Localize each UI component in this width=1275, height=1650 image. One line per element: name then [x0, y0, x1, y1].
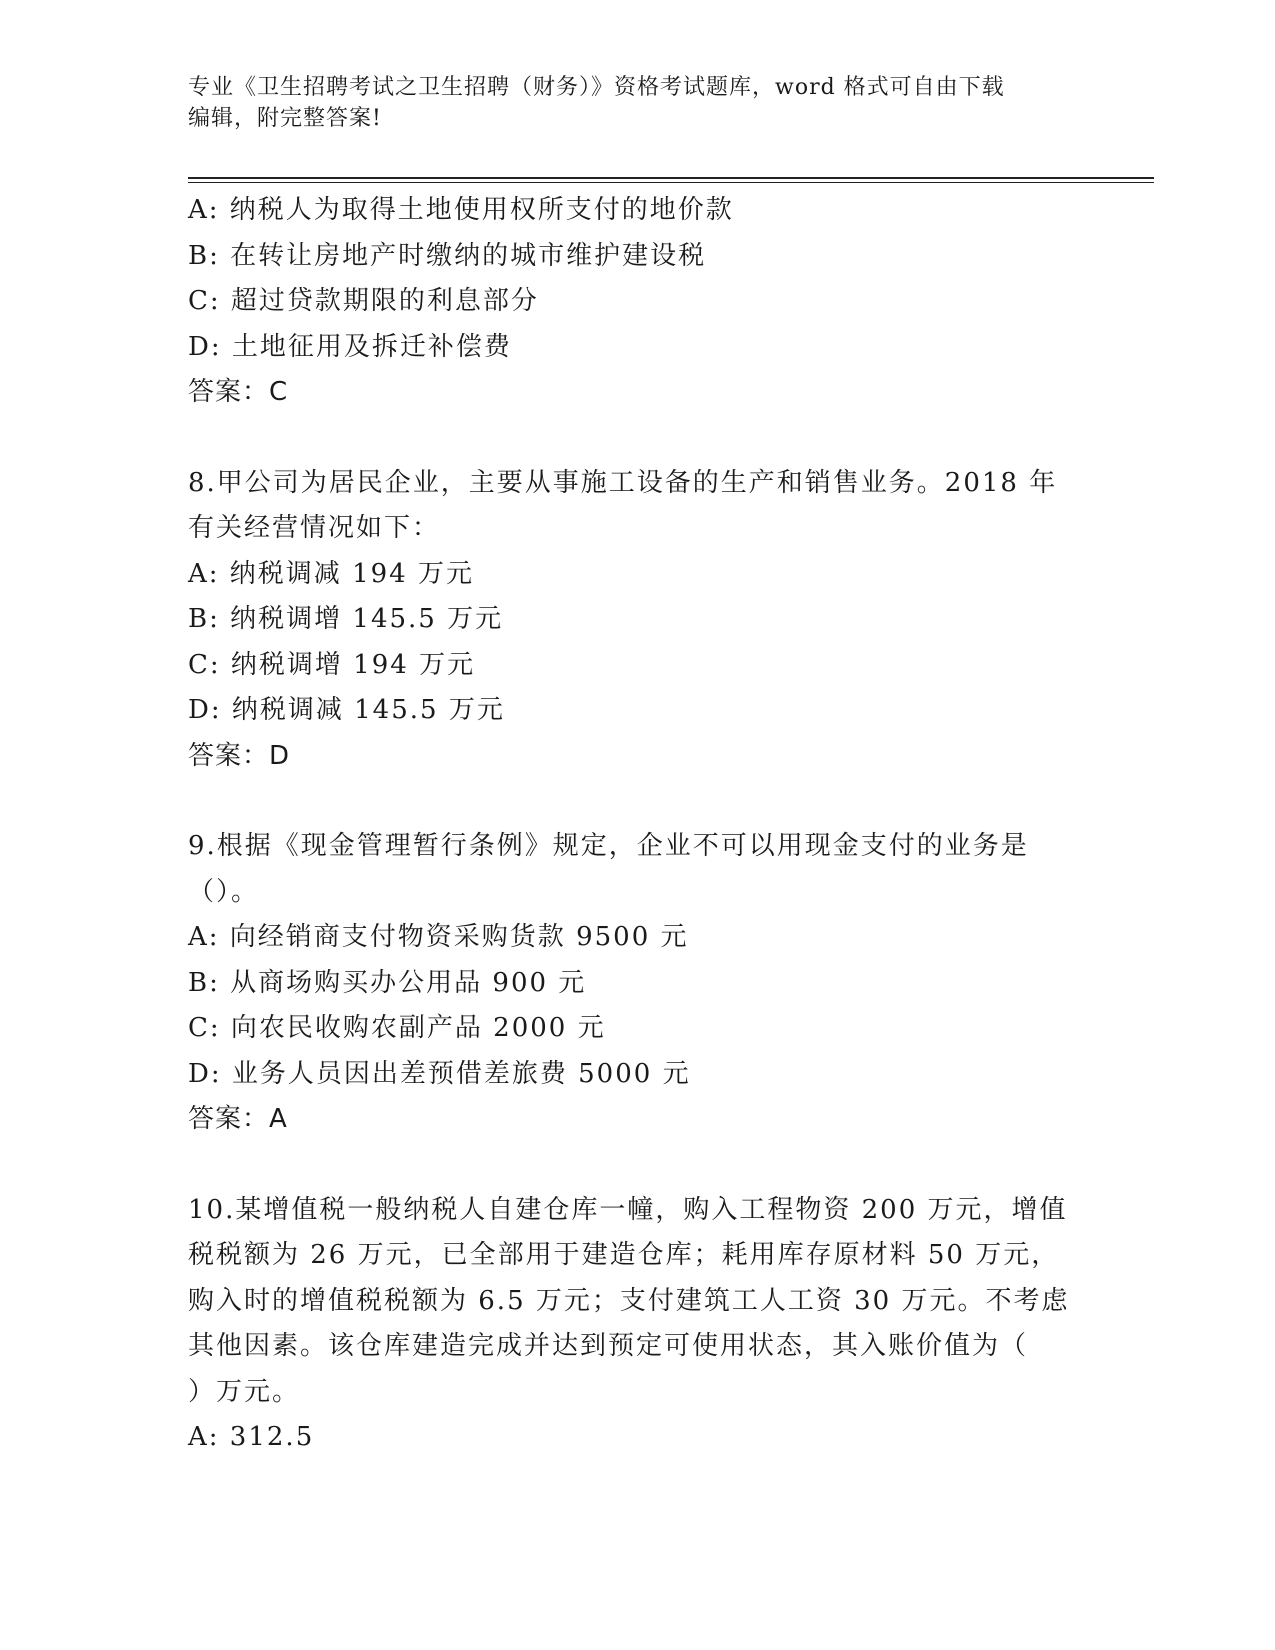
block-gap — [188, 779, 1088, 824]
question-text-line: （）。 — [188, 876, 260, 907]
question-text-line: 税税额为 26 万元，已全部用于建造仓库；耗用库存原材料 50 万元， — [188, 1240, 1060, 1270]
option-a: A: 纳税人为取得土地使用权所支付的地价款 — [188, 195, 734, 225]
question-block — [188, 188, 1088, 416]
question-text-line: 有关经营情况如下： — [188, 513, 441, 543]
question-block — [188, 461, 1088, 780]
option-c: C: 纳税调增 194 万元 — [188, 649, 476, 680]
block-gap — [188, 1143, 1088, 1188]
question-text-line: 其他因素。该仓库建造完成并达到预定可使用状态，其入账价值为（ — [188, 1331, 1029, 1361]
question-list — [188, 188, 1088, 1461]
block-gap — [188, 416, 1088, 461]
option-b: B: 从商场购买办公用品 900 元 — [188, 967, 587, 998]
question-text-line: 8.甲公司为居民企业，主要从事施工设备的生产和销售业务。2018 年 — [188, 467, 1058, 498]
option-a: A: 向经销商支付物资采购货款 9500 元 — [188, 922, 689, 952]
option-c: C: 向农民收购农副产品 2000 元 — [188, 1013, 606, 1043]
question-text-line: 购入时的增值税税额为 6.5 万元；支付建筑工人工资 30 万元。不考虑 — [188, 1285, 1070, 1316]
option-a: A: 312.5 — [188, 1422, 315, 1452]
header-rule-thick — [188, 177, 1154, 179]
option-c: C: 超过贷款期限的利息部分 — [188, 286, 539, 316]
answer-line: 答案：C — [188, 377, 289, 407]
question-block — [188, 824, 1088, 1143]
option-d: D: 纳税调减 145.5 万元 — [188, 695, 505, 725]
question-text-line: 9.根据《现金管理暂行条例》规定，企业不可以用现金支付的业务是 — [188, 831, 1029, 861]
header-line-1: 专业《卫生招聘考试之卫生招聘（财务）》资格考试题库，word 格式可自由下载 — [188, 75, 1005, 100]
option-b: B: 纳税调增 145.5 万元 — [188, 604, 504, 634]
header-line-2: 编辑，附完整答案! — [188, 106, 382, 131]
option-a: A: 纳税调减 194 万元 — [188, 558, 474, 589]
header-rule-thin — [188, 182, 1154, 183]
option-b: B: 在转让房地产时缴纳的城市维护建设税 — [188, 240, 707, 271]
question-block — [188, 1188, 1088, 1461]
question-text-line: 10.某增值税一般纳税人自建仓库一幢，购入工程物资 200 万元，增值 — [188, 1194, 1068, 1225]
document-header — [188, 72, 1088, 134]
question-text-line: ）万元。 — [188, 1376, 301, 1407]
option-d: D: 业务人员因出差预借差旅费 5000 元 — [188, 1058, 691, 1089]
option-d: D: 土地征用及拆迁补偿费 — [188, 331, 512, 362]
answer-line: 答案：D — [188, 740, 291, 771]
answer-line: 答案：A — [188, 1104, 288, 1134]
